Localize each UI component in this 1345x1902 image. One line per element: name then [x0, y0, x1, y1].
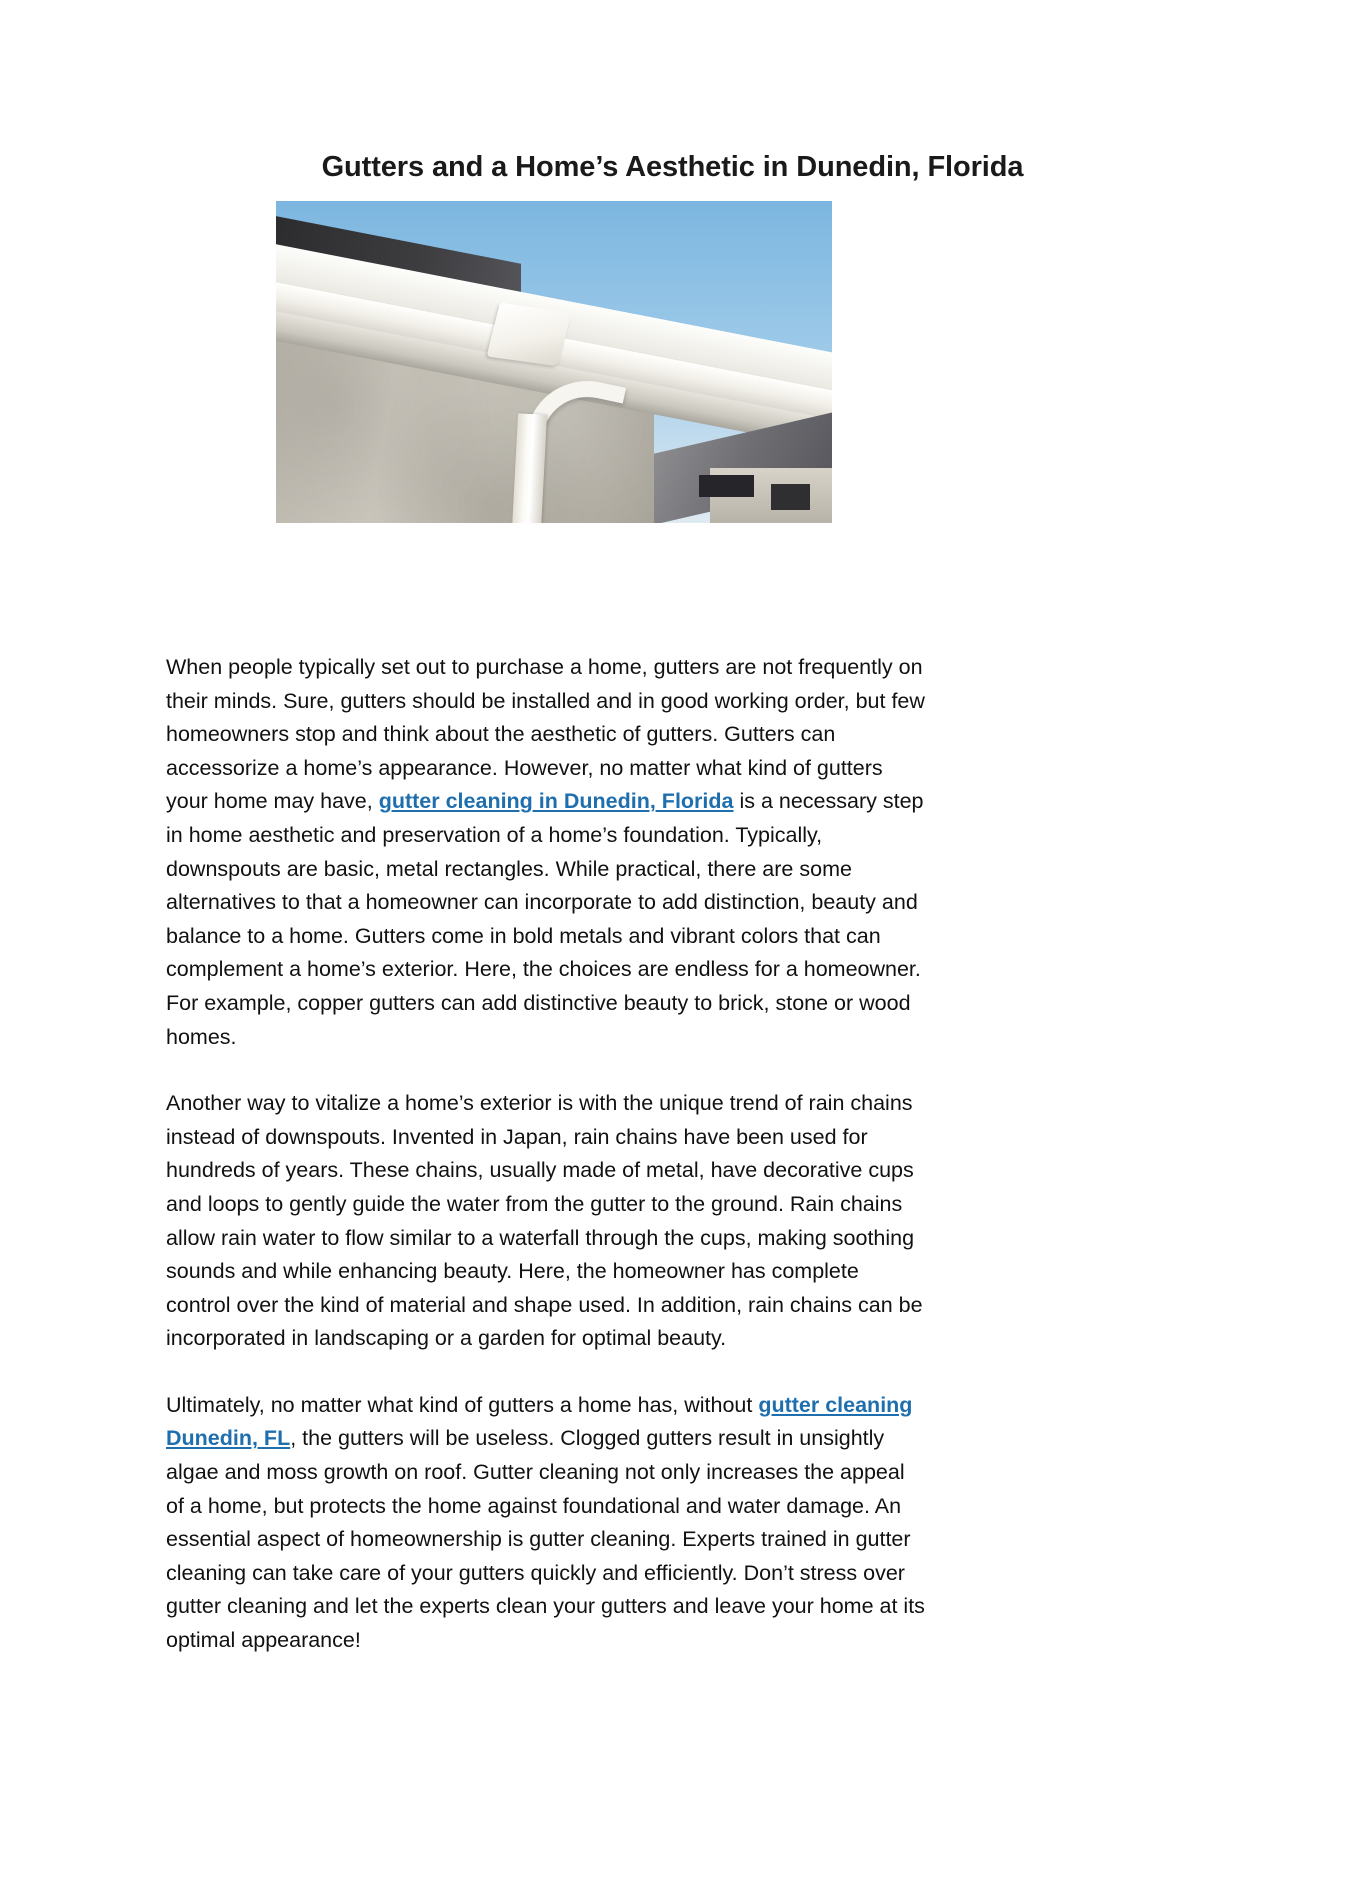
distant-eave-region	[699, 475, 755, 498]
paragraph-1-text-before-link: When people typically set out to purchase a home, gutters are not frequently on their minds. Sure, gutters should be installed and in good working order, but few homeowners stop and think about the aesthetic of gutters. Gutters can accessorize a home’s appearance. However, no matter what kind of gutters your home may have,	[166, 655, 925, 814]
downspout-pipe-region	[512, 413, 547, 523]
paragraph-3-text-after-link: , the gutters will be useless. Clogged gutters result in unsightly algae and moss growth on roof. Gutter cleaning not only increases the appeal of a home, but protects the home against foundational and water damage. An essential aspect of homeownership is gutter cleaning. Experts trained in gutter cleaning can take care of your gutters quickly and efficiently. Don’t stress over gutter cleaning and let the experts clean your gutters and leave your home at its optimal appearance!	[166, 1426, 925, 1653]
gutter-photo-figure	[276, 201, 832, 523]
gutter-endcap-region	[487, 303, 572, 366]
article-body	[166, 651, 928, 1658]
paragraph-1-text-after-link: is a necessary step in home aesthetic and preservation of a home’s foundation. Typically, downspouts are basic, metal rectangles. While practical, there are some alternatives to that a homeowner can incorporate to add distinction, beauty and balance to a home. Gutters come in bold metals and vibrant colors that can complement a home’s exterior. Here, the choices are endless for a homeowner. For example, copper gutters can add distinctive beauty to brick, stone or wood homes.	[166, 789, 924, 1049]
gutter-photo-image	[276, 201, 832, 523]
page-title: Gutters and a Home’s Aesthetic in Dunedin, Florida	[321, 151, 1024, 184]
paragraph-3	[166, 1389, 928, 1658]
paragraph-2	[166, 1087, 928, 1356]
distant-window-region	[771, 484, 810, 510]
link-gutter-cleaning-in-dunedin-florida[interactable]: gutter cleaning in Dunedin, Florida	[378, 789, 734, 814]
paragraph-1	[166, 651, 928, 1054]
paragraph-3-text-before-link: Ultimately, no matter what kind of gutters a home has, without	[166, 1392, 759, 1417]
paragraph-2-text: Another way to vitalize a home’s exterior is with the unique trend of rain chains instead of downspouts. Invented in Japan, rain chains have been used for hundreds of years. These chains, usually made of metal, have decorative cups and loops to gently guide the water from the gutter to the ground. Rain chains allow rain water to flow similar to a waterfall through the cups, making soothing sounds and while enhancing beauty. Here, the homeowner has complete control over the kind of material and shape used. In addition, rain chains can be incorporated in landscaping or a garden for optimal beauty.	[166, 1091, 923, 1351]
link-gutter-cleaning-dunedin-fl[interactable]: gutter cleaning Dunedin, FL	[166, 1392, 913, 1451]
